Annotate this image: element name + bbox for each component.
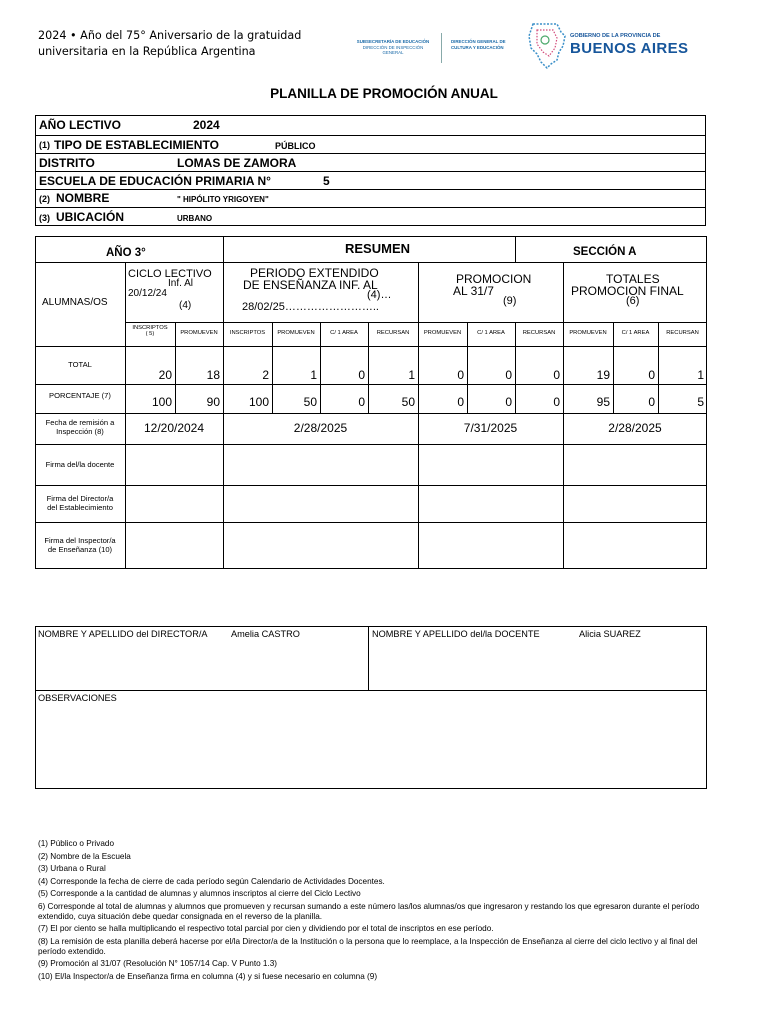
ciclo-line-3: 20/12/24	[128, 288, 167, 299]
sub-promueven-4: PROMUEVEN	[569, 330, 607, 336]
total-value: 0	[648, 368, 655, 382]
sub-c1area-2: C/ 1 AREA	[330, 330, 358, 336]
tipo-label: TIPO DE ESTABLECIMIENTO	[54, 138, 219, 152]
promo-line-2: AL 31/7	[453, 284, 494, 298]
porc-value: 0	[358, 395, 365, 409]
ciclo-line-2: Inf. Al	[168, 278, 194, 289]
firma-inspector-line-1: Firma del Inspector/a	[44, 536, 116, 545]
director-name-label: NOMBRE Y APELLIDO del DIRECTOR/A	[38, 629, 208, 639]
sub-inscriptos-5	[125, 325, 175, 337]
footnotes	[38, 839, 708, 984]
page-title: PLANILLA DE PROMOCIÓN ANUAL	[270, 86, 498, 101]
sub-recursan-3: RECURSAN	[522, 330, 556, 336]
totales-line-2: PROMOCION FINAL	[571, 284, 684, 298]
logo-sub-line-2: DIRECCIÓN DE INSPECCIÓN GENERAL	[362, 44, 424, 55]
logo-dir-line-1: DIRECCIÓN GENERAL DE	[451, 39, 506, 44]
sub-recursan-2: RECURSAN	[376, 330, 410, 336]
escuela-label: ESCUELA DE EDUCACIÓN PRIMARIA N°	[39, 174, 271, 188]
logo-sub-line-1: SUBSECRETARÍA DE EDUCACIÓN	[356, 39, 430, 44]
subsecretaria-logo-text	[352, 39, 434, 56]
porcentaje-label: PORCENTAJE (7)	[49, 391, 111, 400]
totales-line-3: (6)	[626, 295, 640, 307]
totales-line-1: TOTALES	[606, 272, 660, 286]
info-row-tipo	[36, 135, 705, 153]
porc-value: 0	[553, 395, 560, 409]
fecha-label-line-1: Fecha de remisión a	[45, 418, 115, 427]
sub-inscriptos-5-note: ( 5)	[145, 331, 155, 337]
firma-docente-label: Firma del/la docente	[45, 460, 115, 469]
fecha-label-line-2: Inspección (8)	[56, 427, 104, 436]
sub-inscriptos-2: INSCRIPTOS	[229, 330, 266, 336]
tipo-value: PÚBLICO	[275, 141, 316, 151]
nombre-num: (2)	[39, 194, 50, 204]
fecha-label	[35, 418, 125, 436]
periodo-line-2: DE ENSEÑANZA INF. AL	[243, 278, 378, 292]
footnote: (4) Corresponde la fecha de cierre de cada período según Calendario de Actividades Docentes.	[38, 876, 385, 886]
anniversary-line-1: 2024 • Año del 75° Aniversario de la gratuidad	[38, 29, 302, 42]
footnote: (3) Urbana o Rural	[38, 864, 106, 873]
director-name-value: Amelia CASTRO	[231, 629, 300, 639]
firma-director-label	[35, 494, 125, 512]
info-row-nombre	[36, 189, 705, 207]
ciclo-line-1: CICLO LECTIVO	[128, 268, 212, 280]
footnote: 6) Corresponde al total de alumnas y alumnos que promueven y recursan sumando a este número las/los alumnas/os que ingresaron y restando los que egresaron durante el período extendido, cuya situación debe quedar consignada en el reverso de la planilla.	[38, 901, 700, 921]
docente-name-value: Alicia SUAREZ	[579, 629, 641, 639]
total-label: TOTAL	[68, 360, 92, 369]
signature-names-box	[35, 626, 707, 789]
porc-value: 90	[206, 395, 220, 409]
total-value: 1	[408, 368, 415, 382]
total-value: 0	[505, 368, 512, 382]
firma-inspector-label	[35, 536, 125, 554]
province-map-icon	[527, 22, 567, 70]
total-value: 1	[697, 368, 704, 382]
promo-line-1: PROMOCION	[456, 272, 532, 286]
anio-value: 2024	[193, 118, 220, 132]
logo-dir-line-2: CULTURA Y EDUCACIÓN	[451, 44, 504, 50]
info-row-escuela	[36, 171, 705, 189]
porc-value: 5	[697, 395, 704, 409]
sub-c1area-3: C/ 1 AREA	[477, 330, 505, 336]
total-value: 0	[553, 368, 560, 382]
observaciones-label: OBSERVACIONES	[38, 693, 117, 703]
anio-cell: AÑO 3°	[106, 247, 146, 259]
total-value: 20	[158, 368, 172, 382]
direccion-logo-text	[451, 39, 521, 50]
info-row-distrito	[36, 153, 705, 171]
nombre-label: NOMBRE	[56, 191, 110, 205]
anio-label: AÑO LECTIVO	[39, 118, 122, 132]
total-value: 18	[206, 368, 220, 382]
sub-promueven-3: PROMUEVEN	[423, 330, 462, 336]
total-value: 19	[596, 368, 610, 382]
tipo-num: (1)	[39, 140, 50, 150]
info-box	[35, 115, 706, 226]
fecha-ciclo: 12/20/2024	[143, 421, 205, 435]
periodo-line-4: 28/02/25……………………..	[242, 301, 379, 313]
sub-promueven-1: PROMUEVEN	[180, 330, 218, 336]
firma-director-line-2: del Establecimiento	[47, 503, 113, 512]
anniversary-line-2: universitaria en la República Argentina	[38, 44, 256, 58]
anniversary-text	[38, 28, 328, 59]
sub-inscriptos-5-label: INSCRIPTOS	[132, 325, 168, 331]
nombre-value: " HIPÓLITO YRIGOYEN"	[177, 195, 269, 204]
porc-value: 0	[505, 395, 512, 409]
firma-director-line-1: Firma del Director/a	[46, 494, 114, 503]
docente-name-label: NOMBRE Y APELLIDO del/la DOCENTE	[372, 629, 540, 639]
porc-value: 0	[648, 395, 655, 409]
footnote: (7) El por ciento se halla multiplicando el respectivo total parcial por cien y dividiendo por el total de inscriptos en ese período.	[38, 924, 494, 934]
fecha-periodo: 2/28/2025	[293, 421, 348, 435]
logo-buenos-aires-text: BUENOS AIRES	[570, 40, 689, 57]
porc-value: 100	[151, 395, 172, 409]
porc-value: 0	[457, 395, 464, 409]
firma-inspector-line-2: de Enseñanza (10)	[47, 545, 113, 554]
porc-value: 50	[303, 395, 317, 409]
sub-c1area-4: C/ 1 AREA	[621, 330, 650, 336]
signature-names-lines	[35, 626, 707, 789]
ciclo-line-4: (4)	[179, 300, 192, 311]
total-value: 0	[457, 368, 464, 382]
info-row-anio	[36, 116, 705, 135]
ubicacion-label: UBICACIÓN	[56, 210, 124, 224]
total-value: 2	[262, 368, 269, 382]
footnote: (1) Público o Privado	[38, 839, 114, 848]
porc-value: 100	[248, 395, 269, 409]
distrito-label: DISTRITO	[39, 156, 95, 170]
ubicacion-num: (3)	[39, 213, 50, 223]
alumnas-label: ALUMNAS/OS	[42, 297, 108, 308]
sub-recursan-4: RECURSAN	[666, 330, 699, 336]
ubicacion-value: URBANO	[177, 214, 213, 223]
info-row-ubicacion	[36, 207, 705, 226]
footnote: (5) Corresponde a la cantidad de alumnas y alumnos inscriptos al cierre del Ciclo Lectivo	[38, 889, 361, 898]
footnote: (8) La remisión de esta planilla deberá hacerse por el/la Director/a de la Institución o la persona que lo reemplace, a la Inspección de Enseñanza al cierre del ciclo lectivo y al final del período extendido.	[38, 936, 698, 956]
footnote: (2) Nombre de la Escuela	[38, 851, 131, 861]
distrito-value: LOMAS DE ZAMORA	[177, 156, 297, 170]
footnote: (10) El/la Inspector/a de Enseñanza firma en columna (4) y si fuese necesario en columna (9)	[38, 971, 378, 981]
sub-promueven-2: PROMUEVEN	[277, 330, 315, 336]
periodo-line-3: (4)…	[367, 289, 392, 301]
periodo-line-1: PERIODO EXTENDIDO	[250, 266, 379, 280]
logo-gobierno-text: GOBIERNO DE LA PROVINCIA DE	[570, 33, 661, 39]
logo-divider	[441, 33, 442, 63]
fecha-totales: 2/28/2025	[608, 421, 662, 435]
escuela-value: 5	[323, 174, 330, 188]
promo-line-3: (9)	[503, 295, 517, 307]
total-value: 0	[358, 368, 365, 382]
porc-value: 50	[401, 395, 415, 409]
promotion-table	[35, 236, 707, 569]
footnote: (9) Promoción al 31/07 (Resolución N° 1057/14 Cap. V Punto 1.3)	[38, 959, 278, 969]
porc-value: 95	[596, 395, 610, 409]
resumen-header: RESUMEN	[345, 241, 411, 256]
total-value: 1	[310, 368, 317, 382]
fecha-promocion: 7/31/2025	[463, 421, 518, 435]
seccion-cell: SECCIÓN A	[573, 246, 637, 258]
